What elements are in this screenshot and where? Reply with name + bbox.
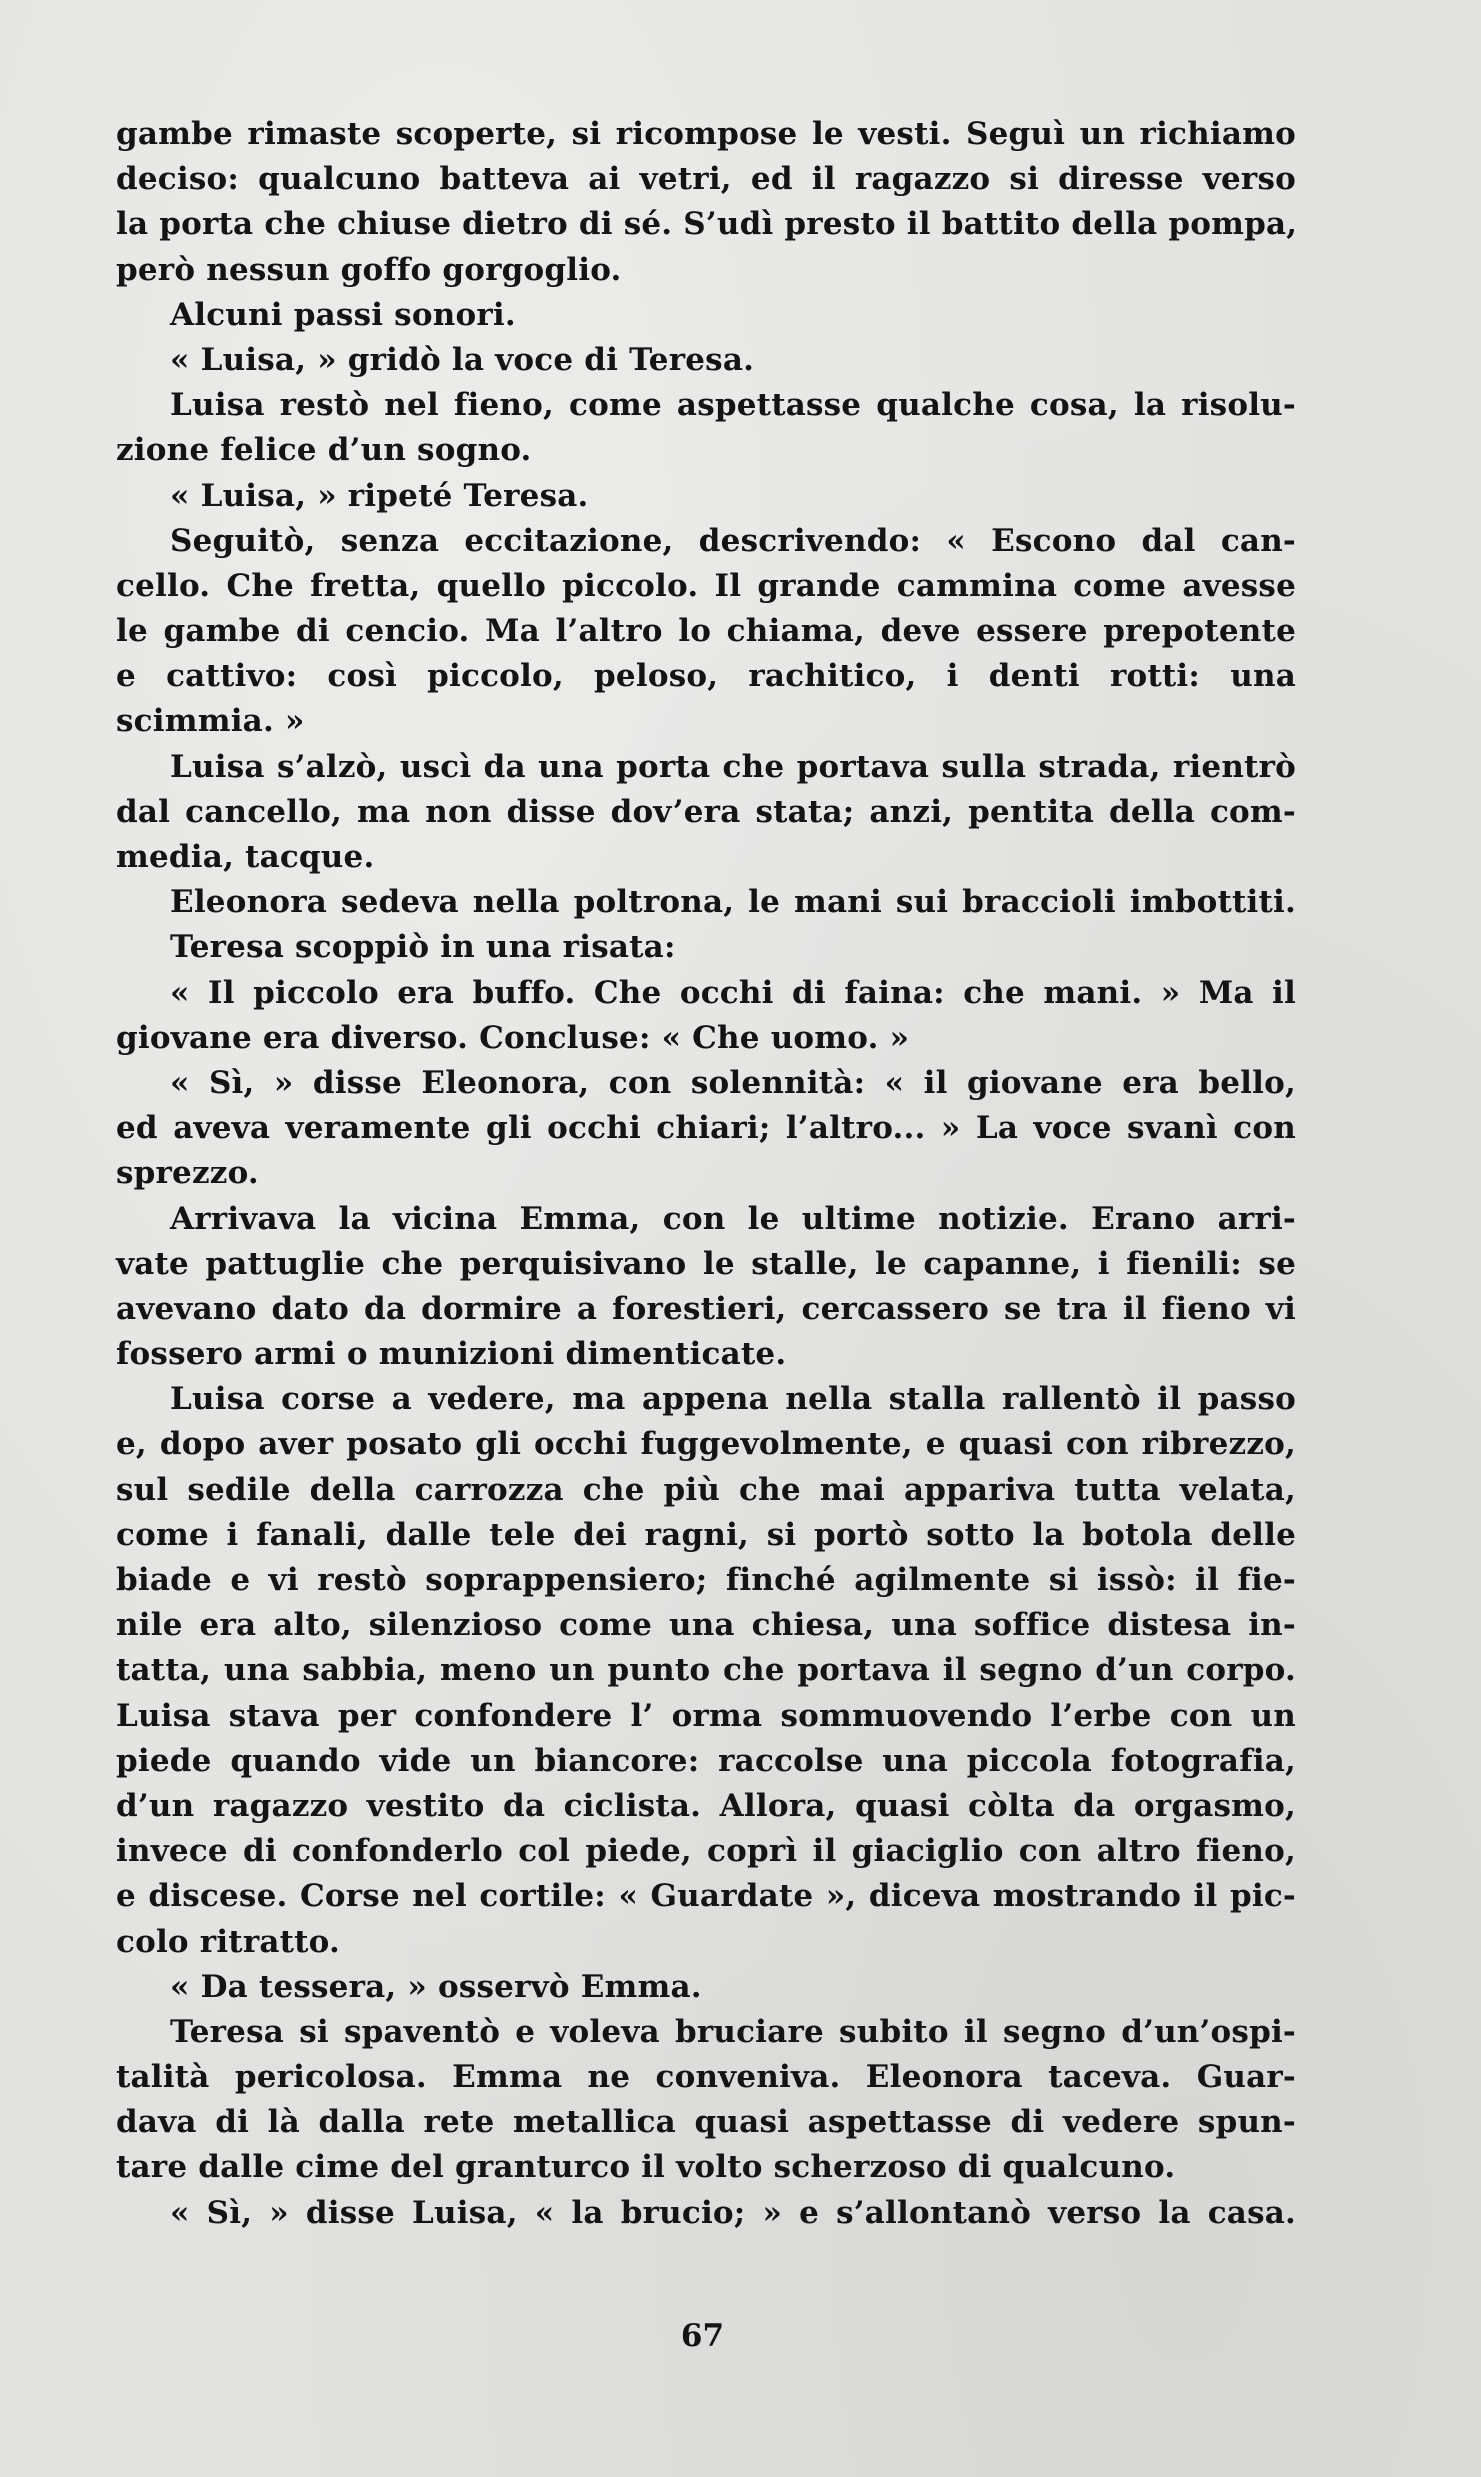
body-text — [116, 112, 1296, 2236]
text-line: « Luisa, » ripeté Teresa. — [170, 477, 589, 514]
text-line: Teresa scoppiò in una risata: — [170, 929, 676, 966]
text-line: Eleonora sedeva nella poltrona, le mani sui braccioli imbottiti. — [170, 884, 1296, 921]
text-line: nile era alto, silenzioso come una chiesa, una soffice distesa in- — [116, 1607, 1296, 1644]
text-line: Arrivava la vicina Emma, con le ultime notizie. Erano arri- — [170, 1200, 1296, 1237]
text-line: deciso: qualcuno batteva ai vetri, ed il ragazzo si diresse verso — [116, 161, 1296, 198]
text-line: Alcuni passi sonori. — [170, 296, 516, 333]
text-line: zione felice d’un sogno. — [116, 432, 532, 469]
text-line: cello. Che fretta, quello piccolo. Il grande cammina come avesse — [116, 567, 1296, 604]
text-line: media, tacque. — [116, 839, 375, 875]
text-line: Teresa si spaventò e voleva bruciare subito il segno d’un’ospi- — [170, 2013, 1296, 2050]
text-line: colo ritratto. — [116, 1923, 341, 1960]
text-line: tatta, una sabbia, meno un punto che portava il segno d’un corpo. — [116, 1652, 1296, 1689]
text-line: « Sì, » disse Luisa, « la brucio; » e s’allontanò verso la casa. — [170, 2194, 1296, 2231]
text-line: « Luisa, » gridò la voce di Teresa. — [170, 341, 755, 378]
text-line: gambe rimaste scoperte, si ricompose le vesti. Seguì un richiamo — [116, 116, 1296, 152]
text-line: « Da tessera, » osservò Emma. — [170, 1968, 702, 2005]
text-line: Seguitò, senza eccitazione, descrivendo: « Escono dal can- — [170, 522, 1296, 559]
text-line: invece di confonderlo col piede, coprì il giaciglio con altro fieno, — [116, 1833, 1296, 1870]
text-line: la porta che chiuse dietro di sé. S’udì presto il battito della pompa, — [116, 206, 1298, 243]
text-line: Luisa s’alzò, uscì da una porta che portava sulla strada, rientrò — [170, 748, 1296, 785]
text-line: però nessun goffo gorgoglio. — [116, 251, 622, 288]
page-number: 67 — [680, 2318, 725, 2354]
text-line: Luisa corse a vedere, ma appena nella stalla rallentò il passo — [170, 1381, 1296, 1418]
text-line: come i fanali, dalle tele dei ragni, si portò sotto la botola delle — [116, 1516, 1296, 1553]
text-line: avevano dato da dormire a forestieri, cercassero se tra il fieno vi — [116, 1290, 1296, 1327]
text-line: le gambe di cencio. Ma l’altro lo chiama, deve essere prepotente — [116, 613, 1296, 650]
text-line: Luisa restò nel fieno, come aspettasse qualche cosa, la risolu- — [170, 387, 1296, 424]
text-line: Luisa stava per confondere l’ orma sommuovendo l’erbe con un — [116, 1697, 1296, 1734]
text-line: dal cancello, ma non disse dov’era stata; anzi, pentita della com- — [116, 793, 1296, 830]
text-line: sul sedile della carrozza che più che mai appariva tutta velata, — [116, 1471, 1296, 1508]
text-line: e, dopo aver posato gli occhi fuggevolmente, e quasi con ribrezzo, — [116, 1426, 1296, 1463]
text-line: scimmia. » — [116, 703, 305, 740]
text-line: e discese. Corse nel cortile: « Guardate », diceva mostrando il pic- — [116, 1878, 1296, 1915]
text-line: talità pericolosa. Emma ne conveniva. Eleonora taceva. Guar- — [116, 2059, 1296, 2096]
text-line: fossero armi o munizioni dimenticate. — [116, 1336, 787, 1373]
text-line: ed aveva veramente gli occhi chiari; l’altro... » La voce svanì con — [116, 1110, 1296, 1147]
text-line: d’un ragazzo vestito da ciclista. Allora, quasi còlta da orgasmo, — [116, 1787, 1296, 1824]
text-line: sprezzo. — [116, 1155, 259, 1192]
text-line: « Sì, » disse Eleonora, con solennità: « il giovane era bello, — [170, 1064, 1296, 1101]
text-line: « Il piccolo era buffo. Che occhi di faina: che mani. » Ma il — [170, 974, 1296, 1011]
text-line: tare dalle cime del granturco il volto scherzoso di qualcuno. — [116, 2149, 1176, 2186]
text-line: vate pattuglie che perquisivano le stalle, le capanne, i fienili: se — [116, 1245, 1296, 1282]
text-line: piede quando vide un biancore: raccolse una piccola fotografia, — [116, 1742, 1296, 1779]
text-line: giovane era diverso. Concluse: « Che uomo. » — [116, 1019, 910, 1056]
text-line: dava di là dalla rete metallica quasi aspettasse di vedere spun- — [116, 2104, 1296, 2141]
text-line: biade e vi restò soprappensiero; finché agilmente si issò: il fie- — [116, 1562, 1296, 1598]
text-line: e cattivo: così piccolo, peloso, rachitico, i denti rotti: una — [116, 658, 1296, 695]
